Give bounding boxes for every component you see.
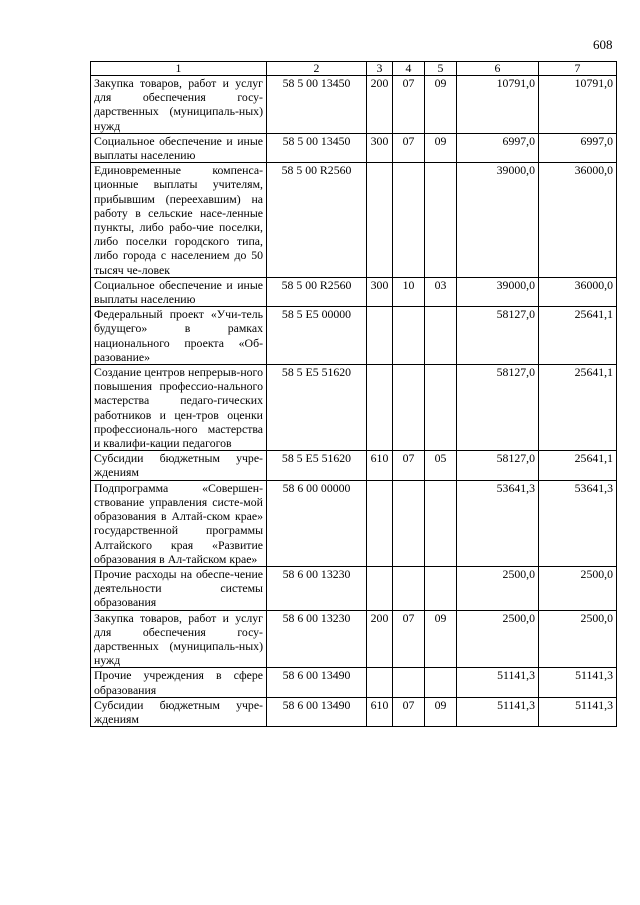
row-name-cell: Единовременные компенса-ционные выплаты учителям, прибывшим (переехавшим) на работу в сельские насе-ленные пункты, либо рабо-чие поселки, либо поселки городского типа, либо города с населением до 50 тысяч че-ловек — [91, 163, 267, 278]
row-rz-cell: 07 — [393, 76, 425, 134]
budget-table — [90, 61, 617, 727]
table-row — [91, 365, 617, 451]
row-rz-cell: 07 — [393, 451, 425, 480]
row-rz-cell: 07 — [393, 697, 425, 726]
row-pr-cell — [425, 307, 457, 365]
row-name-cell: Социальное обеспечение и иные выплаты населению — [91, 133, 267, 162]
row-rz-cell: 10 — [393, 277, 425, 306]
row-name-cell: Прочие расходы на обеспе-чение деятельности системы образования — [91, 566, 267, 610]
row-pr-cell: 09 — [425, 133, 457, 162]
table-row — [91, 133, 617, 162]
row-rz-cell: 07 — [393, 133, 425, 162]
row-pr-cell: 05 — [425, 451, 457, 480]
page-number: 608 — [593, 37, 613, 52]
row-sum-year2-cell: 25641,1 — [539, 365, 617, 451]
row-sum-year1-cell: 53641,3 — [457, 480, 539, 566]
column-header: 3 — [367, 62, 393, 76]
row-name-cell: Прочие учреждения в сфере образования — [91, 668, 267, 697]
row-sum-year2-cell: 25641,1 — [539, 451, 617, 480]
column-header: 4 — [393, 62, 425, 76]
row-vr-cell: 300 — [367, 277, 393, 306]
row-vr-cell — [367, 307, 393, 365]
row-code-cell: 58 5 00 R2560 — [267, 277, 367, 306]
row-code-cell: 58 5 E5 51620 — [267, 451, 367, 480]
row-sum-year2-cell: 51141,3 — [539, 668, 617, 697]
row-pr-cell — [425, 668, 457, 697]
row-sum-year1-cell: 2500,0 — [457, 610, 539, 668]
row-pr-cell: 09 — [425, 610, 457, 668]
row-sum-year2-cell: 2500,0 — [539, 610, 617, 668]
column-header: 2 — [267, 62, 367, 76]
row-rz-cell — [393, 566, 425, 610]
row-code-cell: 58 5 00 R2560 — [267, 163, 367, 278]
row-pr-cell — [425, 566, 457, 610]
row-code-cell: 58 5 00 13450 — [267, 76, 367, 134]
row-name-cell: Закупка товаров, работ и услуг для обеспечения госу-дарственных (муниципаль-ных) нужд — [91, 610, 267, 668]
row-sum-year2-cell: 6997,0 — [539, 133, 617, 162]
row-sum-year1-cell: 58127,0 — [457, 365, 539, 451]
row-vr-cell — [367, 480, 393, 566]
row-name-cell: Подпрограмма «Совершен-ствование управления систе-мой образования в Алтай-ском крае» государственной программы Алтайского края «Развитие образования в Ал-тайском крае» — [91, 480, 267, 566]
row-rz-cell — [393, 365, 425, 451]
row-sum-year2-cell: 36000,0 — [539, 277, 617, 306]
row-code-cell: 58 5 E5 00000 — [267, 307, 367, 365]
row-vr-cell: 300 — [367, 133, 393, 162]
row-vr-cell — [367, 566, 393, 610]
column-header: 1 — [91, 62, 267, 76]
table-row — [91, 480, 617, 566]
table-row — [91, 451, 617, 480]
column-header: 7 — [539, 62, 617, 76]
table-row — [91, 277, 617, 306]
row-sum-year1-cell: 51141,3 — [457, 668, 539, 697]
row-name-cell: Субсидии бюджетным учре-ждениям — [91, 697, 267, 726]
row-name-cell: Создание центров непрерыв-ного повышения профессио-нального мастерства педаго-гических работников и цен-тров оценки профессиональ-ного мастерства и квалифи-кации педагогов — [91, 365, 267, 451]
table-row — [91, 697, 617, 726]
row-name-cell: Социальное обеспечение и иные выплаты населению — [91, 277, 267, 306]
table-row — [91, 610, 617, 668]
row-sum-year1-cell: 2500,0 — [457, 566, 539, 610]
row-code-cell: 58 5 E5 51620 — [267, 365, 367, 451]
row-pr-cell — [425, 163, 457, 278]
row-pr-cell: 03 — [425, 277, 457, 306]
row-code-cell: 58 6 00 00000 — [267, 480, 367, 566]
row-name-cell: Закупка товаров, работ и услуг для обеспечения госу-дарственных (муниципаль-ных) нужд — [91, 76, 267, 134]
row-rz-cell — [393, 307, 425, 365]
row-sum-year1-cell: 58127,0 — [457, 307, 539, 365]
row-rz-cell — [393, 668, 425, 697]
row-vr-cell: 200 — [367, 610, 393, 668]
row-pr-cell — [425, 365, 457, 451]
row-rz-cell — [393, 163, 425, 278]
row-code-cell: 58 6 00 13230 — [267, 566, 367, 610]
table-row — [91, 566, 617, 610]
row-vr-cell — [367, 163, 393, 278]
row-sum-year2-cell: 36000,0 — [539, 163, 617, 278]
row-sum-year1-cell: 10791,0 — [457, 76, 539, 134]
row-code-cell: 58 6 00 13490 — [267, 668, 367, 697]
row-vr-cell: 200 — [367, 76, 393, 134]
row-code-cell: 58 5 00 13450 — [267, 133, 367, 162]
row-sum-year2-cell: 2500,0 — [539, 566, 617, 610]
table-header-row — [91, 62, 617, 76]
row-vr-cell — [367, 365, 393, 451]
column-header: 6 — [457, 62, 539, 76]
row-vr-cell: 610 — [367, 697, 393, 726]
row-vr-cell: 610 — [367, 451, 393, 480]
row-name-cell: Федеральный проект «Учи-тель будущего» в рамках национального проекта «Об-разование» — [91, 307, 267, 365]
row-vr-cell — [367, 668, 393, 697]
column-header: 5 — [425, 62, 457, 76]
row-pr-cell: 09 — [425, 697, 457, 726]
row-sum-year2-cell: 10791,0 — [539, 76, 617, 134]
row-code-cell: 58 6 00 13230 — [267, 610, 367, 668]
table-row — [91, 307, 617, 365]
row-code-cell: 58 6 00 13490 — [267, 697, 367, 726]
row-name-cell: Субсидии бюджетным учре-ждениям — [91, 451, 267, 480]
row-sum-year1-cell: 39000,0 — [457, 277, 539, 306]
row-sum-year1-cell: 6997,0 — [457, 133, 539, 162]
row-sum-year1-cell: 51141,3 — [457, 697, 539, 726]
row-pr-cell — [425, 480, 457, 566]
table-row — [91, 668, 617, 697]
table-row — [91, 76, 617, 134]
row-sum-year1-cell: 39000,0 — [457, 163, 539, 278]
row-sum-year2-cell: 25641,1 — [539, 307, 617, 365]
row-rz-cell: 07 — [393, 610, 425, 668]
row-rz-cell — [393, 480, 425, 566]
row-sum-year2-cell: 51141,3 — [539, 697, 617, 726]
table-row — [91, 163, 617, 278]
row-pr-cell: 09 — [425, 76, 457, 134]
row-sum-year2-cell: 53641,3 — [539, 480, 617, 566]
row-sum-year1-cell: 58127,0 — [457, 451, 539, 480]
